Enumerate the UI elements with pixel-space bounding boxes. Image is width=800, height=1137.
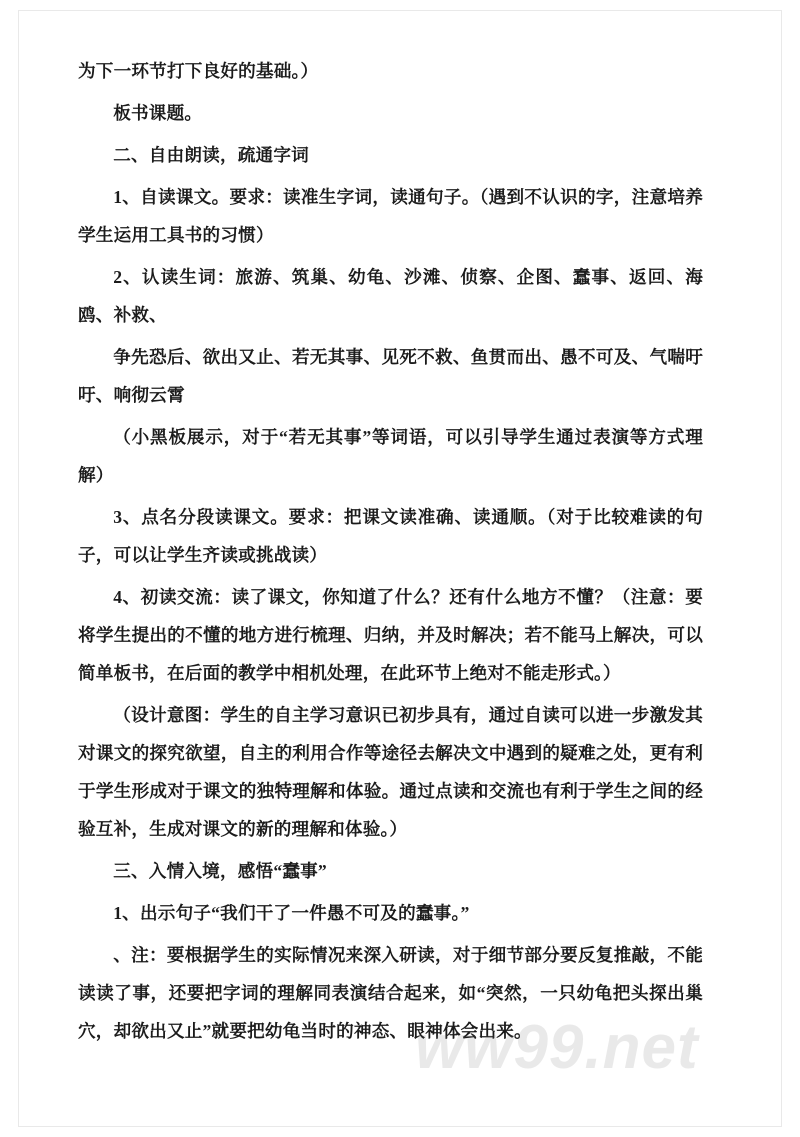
paragraph: 板书课题。 <box>113 103 203 123</box>
section-heading: 三、入情入境，感悟“蠢事” <box>113 861 327 881</box>
paragraph: （小黑板展示，对于“若无其事”等词语，可以引导学生通过表演等方式理解） <box>78 427 703 485</box>
paragraph: 4、初读交流：读了课文，你知道了什么？还有什么地方不懂？（注意：要将学生提出的不懂的地方进行梳理、归纳，并及时解决；若不能马上解决，可以简单板书，在后面的教学中相机处理，在此环节上绝对不能走形式。） <box>78 587 703 683</box>
watermark: ww99.net <box>415 1013 699 1082</box>
paragraph: 1、出示句子“我们干了一件愚不可及的蠢事。” <box>113 903 470 923</box>
paragraph: 争先恐后、欲出又止、若无其事、见死不救、鱼贯而出、愚不可及、气喘吁吁、响彻云霄 <box>78 347 703 405</box>
paragraph: 2、认读生词：旅游、筑巢、幼龟、沙滩、侦察、企图、蠢事、返回、海鸥、补救、 <box>78 267 703 325</box>
paragraph: 3、点名分段读课文。要求：把课文读准确、读通顺。（对于比较难读的句子，可以让学生齐读或挑战读） <box>78 507 703 565</box>
paragraph: 为下一环节打下良好的基础。） <box>78 61 319 81</box>
section-heading: 二、自由朗读，疏通字词 <box>113 145 309 165</box>
paragraph: （设计意图：学生的自主学习意识已初步具有，通过自读可以进一步激发其对课文的探究欲望，自主的利用合作等途径去解决文中遇到的疑难之处，更有利于学生形成对于课文的独特理解和体验。通过点读和交流也有利于学生之间的经验互补，生成对课文的新的理解和体验。） <box>78 705 703 839</box>
paragraph: 1、自读课文。要求：读准生字词，读通句子。（遇到不认识的字，注意培养学生运用工具书的习惯） <box>78 187 703 245</box>
paragraph: 、注：要根据学生的实际情况来深入研读，对于细节部分要反复推敲，不能读读了事，还要把字词的理解同表演结合起来，如“突然，一只幼龟把头探出巢穴，却欲出又止”就要把幼龟当时的神态、眼神体会出来。 <box>78 945 703 1041</box>
document-body <box>78 52 703 1054</box>
